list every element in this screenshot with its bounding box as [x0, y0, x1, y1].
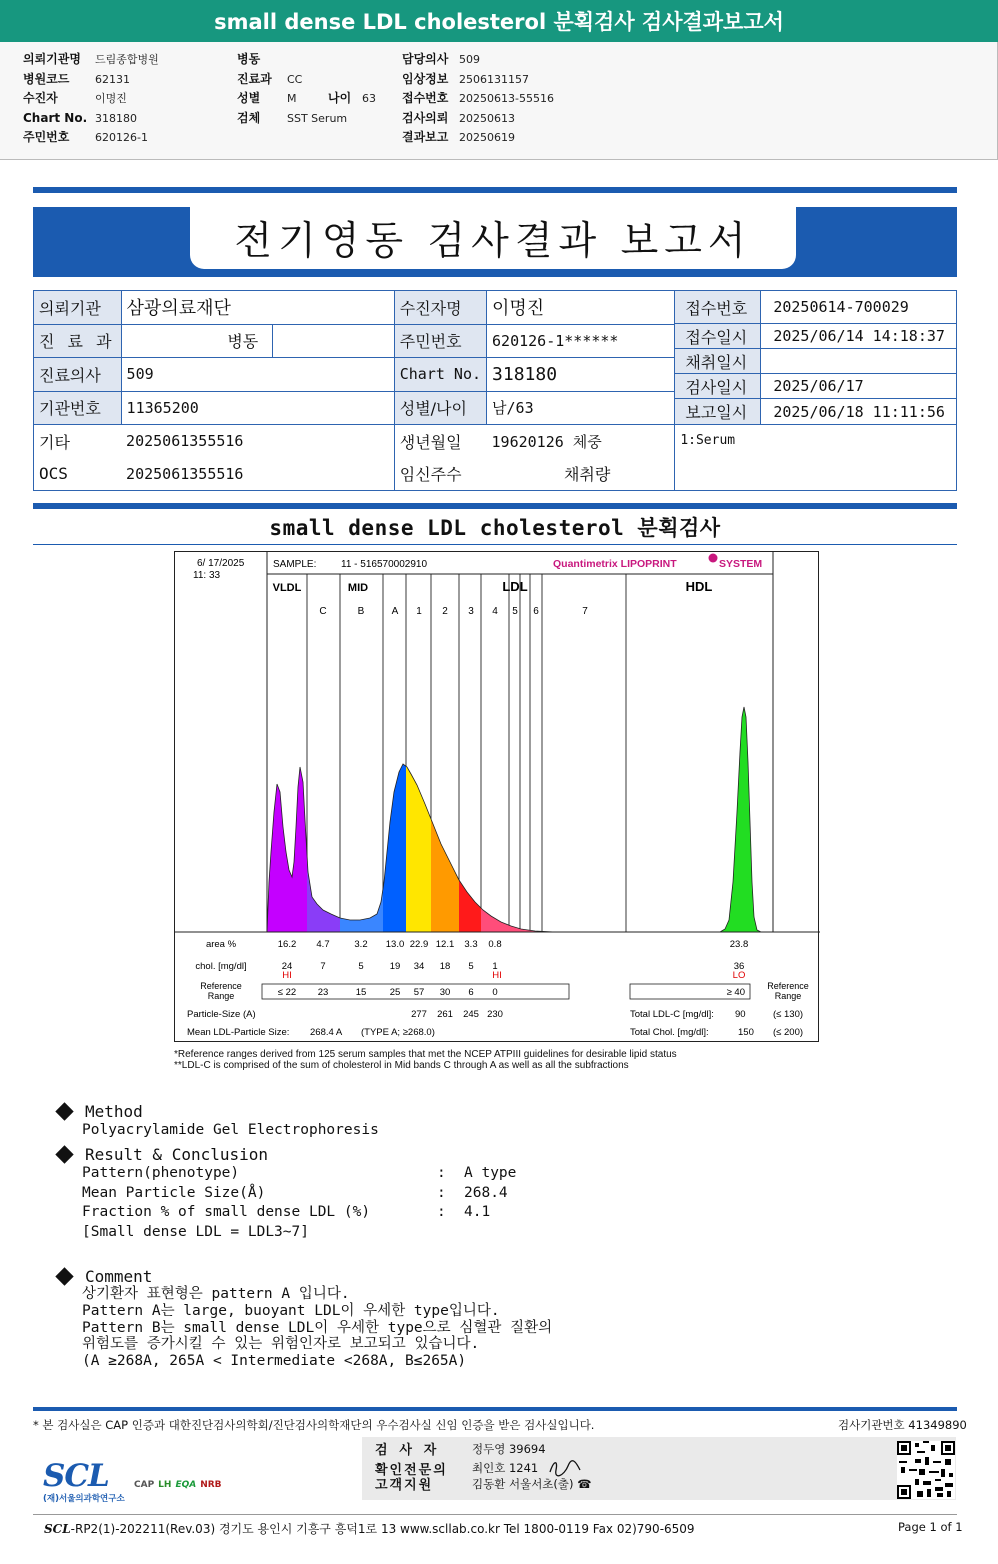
lh-logo-icon: LH	[158, 1480, 172, 1490]
top-value: 2506131157	[459, 72, 529, 86]
bottom-text: -RP2(1)-202211(Rev.03) 경기도 용인시 기흥구 흥덕1로 13 www.scllab.co.kr Tel 1800-0119 Fax 02)790-6509	[70, 1522, 695, 1536]
result-note: [Small dense LDL = LDL3~7]	[82, 1223, 309, 1240]
sex-age-value: 남/63	[487, 391, 675, 425]
diamond-bullet-icon	[55, 1267, 73, 1285]
particle-value: 245	[463, 1009, 479, 1020]
chol-value: 19	[389, 961, 401, 972]
ref-value: 57	[413, 987, 425, 998]
total-ldl-label: Total LDL-C [mg/dl]:	[630, 1009, 714, 1020]
band-label: 7	[582, 606, 588, 617]
top-label: 병원코드	[23, 71, 70, 86]
signer-value: 최인호 1241	[472, 1461, 539, 1475]
etc-label: 기타	[34, 425, 122, 458]
ref-value: 15	[355, 987, 367, 998]
footer-inst-no: 검사기관번호 41349890	[838, 1418, 967, 1432]
ref-value: 0	[492, 987, 498, 998]
banner-title: small dense LDL cholesterol 분획검사 검사결과보고서	[0, 0, 998, 42]
area-value: 16.2	[277, 939, 297, 950]
ocs-label: OCS	[34, 458, 122, 491]
chol-value: 18	[439, 961, 451, 972]
top-value: 509	[459, 53, 480, 66]
inst-no-label: 기관번호	[34, 391, 122, 425]
doctor-value: 509	[121, 358, 394, 392]
particle-value: 261	[437, 1009, 453, 1020]
cap-logo-icon: CAP	[134, 1480, 155, 1490]
curve-fills	[267, 732, 555, 932]
band-label: 6	[533, 606, 539, 617]
footnote-1: *Reference ranges derived from 125 serum samples that met the NCEP ATPIII guidelines for desirable lipid status	[174, 1049, 677, 1060]
ref-value: ≤ 22	[277, 987, 297, 998]
chol-value: 7	[320, 961, 326, 972]
band-label: 4	[492, 606, 498, 617]
row-label-ref1: Reference	[200, 981, 242, 991]
row-label-mean: Mean LDL-Particle Size:	[187, 1027, 290, 1038]
area-value: 4.7	[316, 939, 330, 950]
method-text: Polyacrylamide Gel Electrophoresis	[82, 1122, 379, 1138]
result-value: 4.1	[464, 1204, 491, 1220]
total-chol-label: Total Chol. [mg/dl]:	[630, 1027, 709, 1038]
top-label: 결과보고	[402, 130, 449, 144]
top-label: 성별	[237, 91, 261, 105]
sex-age-label: 성별/나이	[394, 391, 486, 425]
method-section	[55, 1102, 379, 1141]
mean-size: 268.4 A	[310, 1027, 343, 1038]
birth-cell	[487, 425, 675, 458]
chol-value: 5	[358, 961, 364, 972]
band-fill	[406, 732, 431, 932]
band-fill	[267, 732, 307, 932]
signer-label: 검 사 자	[375, 1443, 439, 1458]
result-colon: :	[437, 1204, 446, 1220]
area-value: 13.0	[385, 939, 405, 950]
dept-label: 진 료 과	[34, 324, 122, 358]
institution-value: 삼광의료재단	[121, 291, 394, 325]
top-label: 검체	[237, 110, 261, 125]
top-label: 검사의뢰	[402, 110, 449, 125]
band-fill	[431, 732, 459, 932]
total-ldl-ref: (≤ 130)	[773, 1009, 804, 1020]
mean-type: (TYPE A; ≥268.0)	[361, 1027, 435, 1038]
chart-time: 11: 33	[193, 570, 221, 581]
signer-row	[375, 1439, 546, 1458]
doctor-label: 진료의사	[34, 358, 122, 392]
receipt-time-value: 2025/06/14 14:18:37	[773, 327, 945, 345]
top-value: 드림종합병원	[95, 53, 159, 66]
sample-label: SAMPLE:	[273, 559, 317, 570]
top-value: 62131	[95, 72, 130, 86]
band-fill	[459, 732, 481, 932]
scl-logo-subtitle: (재)서울의과학연구소	[43, 1494, 125, 1504]
patient-value: 이명진	[487, 291, 675, 325]
top-info-panel	[0, 42, 998, 160]
report-time-value: 2025/06/18 11:11:56	[773, 402, 945, 421]
receipt-panel	[675, 291, 957, 425]
footnote-2: **LDL-C is comprised of the sum of cholesterol in Mid bands C through A as well as all the subfractions	[174, 1060, 629, 1071]
result-label: Fraction % of small dense LDL (%)	[82, 1204, 371, 1220]
band-label: 5	[512, 606, 518, 617]
report-time-label: 보고일시	[675, 399, 761, 424]
ocs-value: 2025061355516	[121, 458, 394, 491]
bottom-line	[33, 1514, 957, 1515]
top-label: 병동	[237, 52, 261, 66]
top-label: 주민번호	[23, 130, 70, 144]
diamond-bullet-icon	[55, 1102, 73, 1120]
ref-value: 6	[468, 987, 474, 998]
group-mid: MID	[347, 582, 369, 594]
band-dividers	[307, 574, 626, 932]
flag-ldl3: HI	[492, 970, 502, 981]
chol-value: 24	[281, 961, 293, 972]
area-value: 22.9	[409, 939, 429, 950]
rrn-value: 620126-1******	[487, 324, 675, 358]
chol-value: 34	[413, 961, 425, 972]
top-label: 접수번호	[402, 91, 449, 105]
nrb-logo-icon: NRB	[200, 1480, 222, 1490]
receipt-no-label: 접수번호	[675, 291, 761, 323]
band-fill	[340, 732, 383, 932]
lipoprint-panel	[174, 551, 819, 1042]
eqa-logo-icon: EQA	[175, 1480, 197, 1490]
diamond-bullet-icon	[55, 1145, 73, 1163]
collect-time-label: 채취일시	[675, 349, 761, 373]
top-label: 담당의사	[402, 52, 449, 66]
signer-label: 확인전문의	[375, 1462, 448, 1478]
inst-no-value: 11365200	[121, 391, 394, 425]
top-label: 임상정보	[402, 71, 449, 86]
area-hdl: 23.8	[729, 939, 749, 950]
scl-logo-text: SCL	[43, 1458, 109, 1494]
top-value: 이명진	[95, 92, 127, 105]
group-ldl: LDL	[502, 579, 528, 594]
comment-line: (A ≥268A, 265A < Intermediate <268A, B≤265A)	[82, 1353, 467, 1370]
signer-value: 정두영 39694	[472, 1441, 546, 1456]
ref-value: 23	[317, 987, 329, 998]
particle-values	[411, 1009, 503, 1020]
band-label: 3	[468, 606, 474, 617]
band-fill	[307, 732, 340, 932]
row-label-area: area %	[205, 939, 237, 950]
group-hdl: HDL	[685, 579, 713, 594]
row-label-ref2: Range	[207, 991, 235, 1001]
dept-extra	[273, 324, 394, 358]
signer-row	[375, 1474, 591, 1493]
top-info-col1	[23, 50, 159, 148]
chol-values	[282, 961, 498, 972]
top-value: CC	[287, 72, 303, 86]
signer-value: 김동환 서울서초(출) ☎	[472, 1476, 592, 1491]
result-colon: :	[437, 1184, 446, 1201]
band-fill	[383, 732, 406, 932]
result-row	[82, 1203, 516, 1223]
chol-hdl: 36	[733, 961, 745, 972]
page-number: Page 1 of 1	[898, 1520, 963, 1534]
comment-line: Pattern A는 large, buoyant LDL이 우세한 type입니다.	[82, 1302, 500, 1319]
area-value: 3.3	[464, 939, 478, 950]
row-label-ref-right2: Range	[774, 991, 802, 1001]
method-heading: Method	[85, 1102, 143, 1121]
comment-heading: Comment	[85, 1267, 153, 1286]
scl-logo	[43, 1458, 128, 1504]
particle-value: 230	[487, 1009, 503, 1020]
specimen-value: 1:Serum	[675, 425, 957, 491]
result-colon: :	[437, 1165, 446, 1181]
comment-line: Pattern B는 small dense LDL이 우세한 type으로 심혈관 질환의	[82, 1319, 553, 1336]
result-row	[82, 1164, 516, 1184]
result-value: A type	[464, 1165, 517, 1181]
sample-value: 11 - 516570002910	[341, 559, 428, 570]
result-section	[55, 1145, 516, 1242]
lipoprint-chart	[175, 552, 820, 1043]
result-heading: Result & Conclusion	[85, 1145, 269, 1164]
weight-label: 체중	[572, 432, 602, 451]
top-info-col2	[237, 50, 376, 128]
section-line	[33, 544, 957, 545]
ref-value: 25	[389, 987, 401, 998]
chol-value: 1	[492, 961, 498, 972]
test-time-value: 2025/06/17	[773, 377, 864, 395]
etc-value: 2025061355516	[121, 425, 394, 458]
band-fill	[481, 732, 555, 932]
institution-label: 의뢰기관	[34, 291, 122, 325]
top-value: 20250613-55516	[459, 92, 554, 105]
ref-value: 30	[439, 987, 451, 998]
pregnancy-label: 임신주수	[394, 458, 486, 491]
footer-line	[33, 1407, 957, 1411]
top-info-col3	[402, 50, 554, 148]
top-value: 318180	[95, 111, 137, 125]
hdl-curve	[720, 707, 761, 932]
area-values	[278, 939, 502, 950]
age-label: 나이	[328, 91, 352, 105]
top-label: 진료과	[237, 71, 272, 86]
particle-value: 277	[411, 1009, 427, 1020]
cert-logos	[134, 1480, 222, 1490]
patient-info-table	[33, 290, 957, 491]
system-suffix: SYSTEM	[719, 558, 763, 570]
dept-value: 병동	[121, 324, 273, 358]
ref-values	[278, 987, 498, 998]
band-label: 2	[442, 606, 448, 617]
qr-code-icon	[897, 1441, 955, 1499]
total-ldl-value: 90	[735, 1009, 746, 1020]
band-label: 1	[416, 606, 422, 617]
row-label-chol: chol. [mg/dl]	[195, 961, 247, 972]
top-value: 20250613	[459, 111, 515, 125]
result-label: Mean Particle Size(Å)	[82, 1184, 266, 1201]
top-label: Chart No.	[23, 110, 88, 125]
divider	[33, 187, 957, 193]
result-row	[82, 1184, 516, 1204]
signer-label: 고객지원	[375, 1478, 434, 1493]
chol-value: 5	[468, 961, 474, 972]
report-title: 전기영동 검사결과 보고서	[190, 207, 796, 269]
top-label: 의뢰기관명	[23, 52, 81, 66]
band-label: B	[357, 606, 365, 617]
system-mark-icon	[709, 554, 718, 563]
patient-label: 수진자명	[394, 291, 486, 325]
ref-hdl: ≥ 40	[726, 987, 745, 998]
footer-note: * 본 검사실은 CAP 인증과 대한진단검사의학회/진단검사의학재단의 우수검사실 신임 인증을 받은 검사실입니다.	[33, 1418, 595, 1432]
birth-label: 생년월일	[394, 425, 486, 458]
result-value: 268.4	[464, 1184, 508, 1201]
receipt-no-value: 20250614-700029	[773, 298, 909, 316]
test-time-label: 검사일시	[675, 374, 761, 398]
band-label: C	[319, 606, 327, 617]
chart-value: 318180	[487, 358, 675, 392]
result-label: Pattern(phenotype)	[82, 1165, 240, 1181]
row-label-ref-right1: Reference	[767, 981, 809, 991]
row-label-particle: Particle-Size (A)	[187, 1009, 256, 1020]
system-label: Quantimetrix LIPOPRINT	[553, 558, 677, 570]
group-vldl: VLDL	[272, 582, 302, 594]
flag-hdl: LO	[732, 970, 746, 981]
chart-footnotes	[174, 1049, 677, 1071]
flag-vldl: HI	[282, 970, 292, 981]
top-label: 수진자	[23, 91, 58, 105]
receipt-time-label: 접수일시	[675, 324, 761, 348]
birth-value: 19620126	[491, 432, 564, 451]
total-chol-value: 150	[738, 1027, 754, 1038]
top-value: SST Serum	[287, 111, 348, 125]
chart-label: Chart No.	[394, 358, 486, 392]
age-value: 63	[362, 92, 376, 105]
area-value: 12.1	[435, 939, 455, 950]
top-value: 20250619	[459, 131, 515, 144]
area-value: 3.2	[354, 939, 368, 950]
bottom-address-bar	[44, 1520, 695, 1537]
top-value: 620126-1	[95, 131, 148, 144]
area-value: 0.8	[488, 939, 502, 950]
comment-line: 위험도를 증가시킬 수 있는 위험인자로 보고되고 있습니다.	[82, 1336, 480, 1353]
volume-label: 채취량	[487, 458, 675, 491]
band-label: A	[391, 606, 399, 617]
top-value: M	[287, 92, 297, 105]
total-chol-ref: (≤ 200)	[773, 1027, 804, 1038]
chart-date: 6/ 17/2025	[197, 558, 245, 569]
rrn-label: 주민번호	[394, 324, 486, 358]
comment-line: 상기환자 표현형은 pattern A 입니다.	[82, 1286, 350, 1302]
divider	[33, 503, 957, 509]
band-labels	[319, 606, 588, 617]
bottom-logo: SCL	[44, 1522, 71, 1536]
section-title: small dense LDL cholesterol 분획검사	[269, 516, 721, 540]
comment-section	[55, 1267, 552, 1370]
